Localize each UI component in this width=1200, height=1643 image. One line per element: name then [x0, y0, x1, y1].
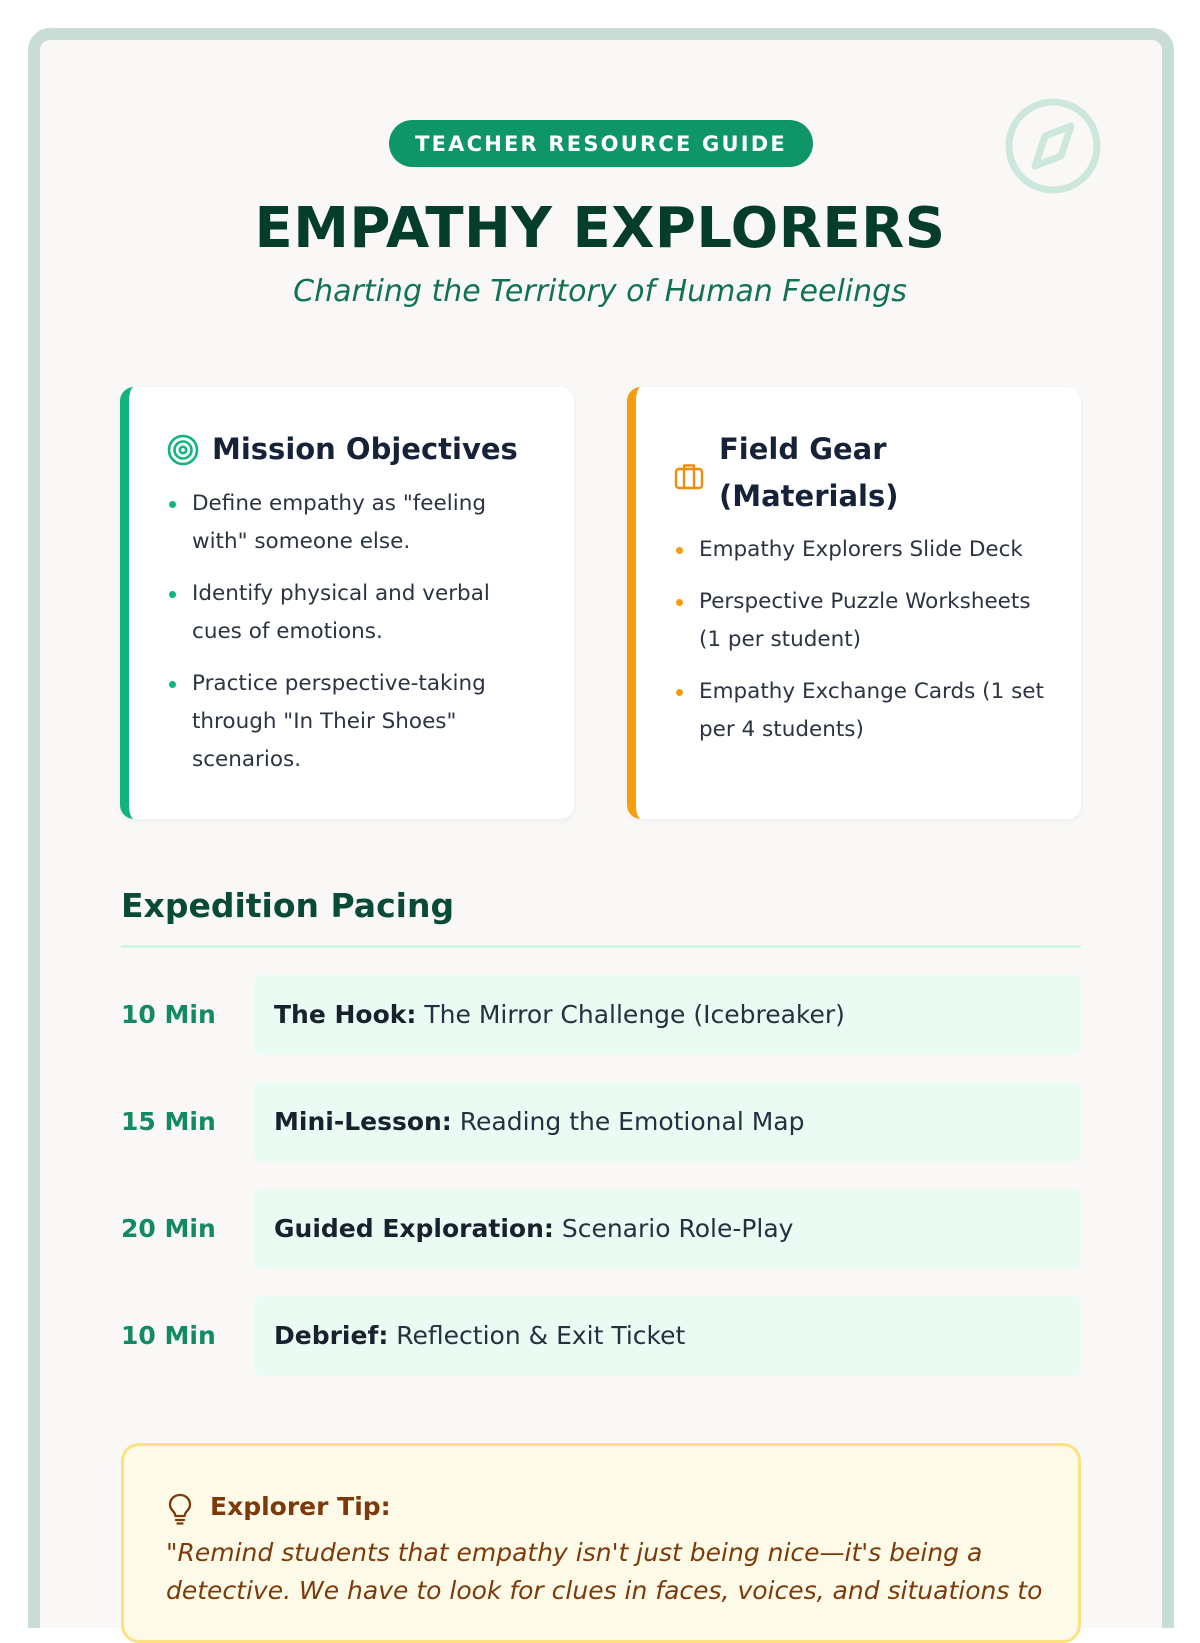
pacing-duration: 20 Min: [121, 1214, 216, 1243]
pacing-duration: 10 Min: [121, 1321, 216, 1350]
pacing-row: [121, 1296, 1081, 1376]
pacing-activity: Debrief: Reflection & Exit Ticket: [254, 1296, 1081, 1376]
explorer-tip: [121, 1443, 1081, 1643]
tip-text: "Remind students that empathy isn't just being nice—it's being a detective. We have to look for clues in faces, voices, and situations to: [166, 1538, 1043, 1605]
materials-card: [627, 387, 1081, 819]
pacing-activity: Guided Exploration: Scenario Role-Play: [254, 1189, 1081, 1269]
lightbulb-icon: [166, 1492, 194, 1526]
materials-list: [699, 531, 1051, 763]
objectives-list: [192, 485, 544, 793]
objectives-title: Mission Objectives: [212, 432, 518, 466]
list-item: Define empathy as "feeling with" someone else.: [192, 485, 544, 561]
pacing-activity: Mini-Lesson: Reading the Emotional Map: [254, 1082, 1081, 1162]
materials-title: Field Gear (Materials): [719, 432, 899, 513]
resource-badge: TEACHER RESOURCE GUIDE: [389, 120, 813, 167]
bullet-icon: [169, 501, 176, 508]
bullet-icon: [676, 547, 683, 554]
compass-icon: [1003, 96, 1103, 196]
list-item: Practice perspective-taking through "In Their Shoes" scenarios.: [192, 665, 544, 779]
list-item: Empathy Exchange Cards (1 set per 4 students): [699, 673, 1051, 749]
bullet-icon: [676, 689, 683, 696]
pacing-activity: The Hook: The Mirror Challenge (Icebreaker): [254, 975, 1081, 1055]
target-icon: [167, 434, 199, 466]
bullet-icon: [676, 599, 683, 606]
briefcase-icon: [673, 460, 705, 492]
page-frame: [28, 28, 1174, 1628]
list-item: Identify physical and verbal cues of emotions.: [192, 575, 544, 651]
pacing-duration: 15 Min: [121, 1107, 216, 1136]
list-item: Empathy Explorers Slide Deck: [699, 531, 1051, 569]
pacing-row: [121, 1082, 1081, 1162]
objectives-card: [120, 387, 574, 819]
pacing-row: [121, 975, 1081, 1055]
list-item: Perspective Puzzle Worksheets (1 per student): [699, 583, 1051, 659]
pacing-duration: 10 Min: [121, 1000, 216, 1029]
bullet-icon: [169, 681, 176, 688]
bullet-icon: [169, 591, 176, 598]
section-divider: [121, 945, 1081, 948]
pacing-title: Expedition Pacing: [121, 886, 455, 925]
page-title: EMPATHY EXPLORERS: [254, 196, 946, 261]
page-subtitle: Charting the Territory of Human Feelings: [293, 274, 907, 309]
pacing-row: [121, 1189, 1081, 1269]
tip-label: Explorer Tip:: [210, 1492, 391, 1521]
